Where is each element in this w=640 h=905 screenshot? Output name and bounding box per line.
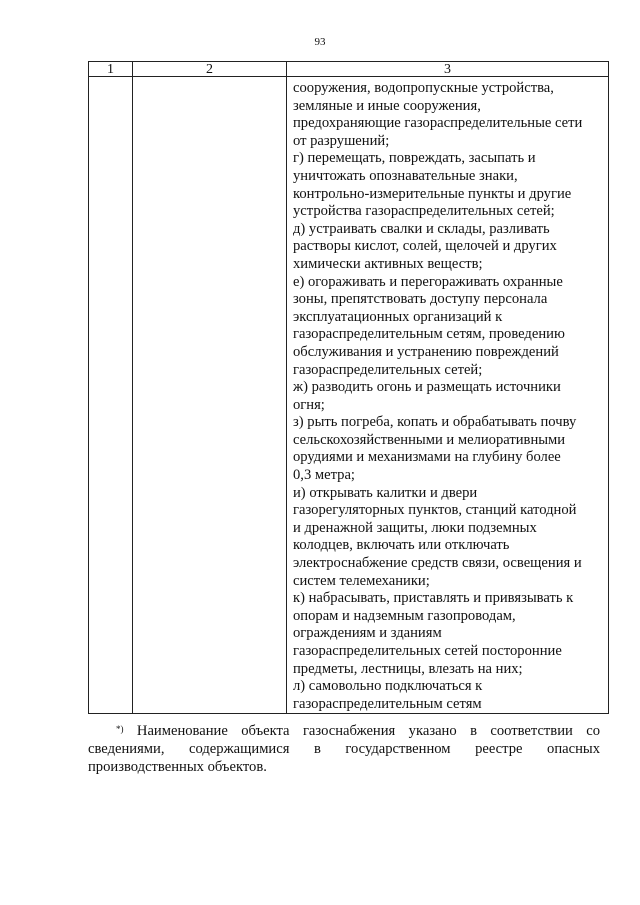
text-line: ограждениям и зданиям (293, 625, 442, 642)
text-line: е) огораживать и перегораживать охранные (293, 273, 563, 290)
text-line: и дренажной защиты, люки подземных (293, 519, 537, 536)
document-table (88, 61, 609, 714)
text-line: контрольно-измерительные пункты и другие (293, 185, 572, 202)
cell-col2 (133, 77, 287, 714)
text-line: предохраняющие газораспределительные сети (293, 115, 583, 132)
column-header-2: 2 (133, 62, 287, 77)
text-line: и) открывать калитки и двери (293, 484, 478, 501)
footnote-line-3: производственных объектов. (88, 759, 267, 775)
footnote (88, 722, 600, 776)
column-header-1: 1 (89, 62, 133, 77)
text-line: химически активных веществ; (293, 255, 483, 272)
text-line: обслуживания и устранению повреждений (293, 343, 559, 360)
column-header-3: 3 (287, 62, 609, 77)
text-line: предметы, лестницы, влезать на них; (293, 660, 523, 677)
text-line: эксплуатационных организаций к (293, 308, 503, 325)
text-line: сельскохозяйственными и мелиоративными (293, 431, 566, 448)
text-line: з) рыть погреба, копать и обрабатывать почву (293, 414, 577, 431)
text-line: от разрушений; (293, 132, 390, 149)
text-line: 0,3 метра; (293, 467, 355, 484)
text-line: г) перемещать, повреждать, засыпать и (293, 150, 536, 167)
text-line: огня; (293, 396, 325, 413)
text-line: газораспределительных сетей; (293, 361, 483, 378)
text-line: колодцев, включать или отключать (293, 537, 510, 554)
cell-col3 (287, 77, 609, 714)
footnote-mark: *) (116, 724, 124, 734)
cell-col1 (89, 77, 133, 714)
text-line: опорам и надземным газопроводам, (293, 607, 516, 624)
text-line: к) набрасывать, приставлять и привязывать к (293, 590, 574, 607)
text-line: орудиями и механизмами на глубину более (293, 449, 561, 466)
text-line: газорегуляторных пунктов, станций катодной (293, 502, 577, 519)
text-line: уничтожать опознавательные знаки, (293, 167, 518, 184)
text-line: л) самовольно подключаться к (293, 678, 483, 695)
footnote-line-2: сведениями, содержащимися в государственном реестре опасных (88, 741, 600, 757)
text-line: зоны, препятствовать доступу персонала (293, 291, 548, 308)
text-line: электроснабжение средств связи, освещения и (293, 555, 582, 572)
text-line: систем телемеханики; (293, 572, 430, 589)
text-line: газораспределительным сетям (293, 695, 482, 712)
text-line: газораспределительным сетям, проведению (293, 326, 565, 343)
text-line: устройства газораспределительных сетей; (293, 203, 555, 220)
text-line: земляные и иные сооружения, (293, 97, 481, 114)
table-row (89, 77, 609, 714)
footnote-line-1 (88, 722, 600, 740)
table-header-row (89, 62, 609, 77)
page-number: 93 (314, 36, 326, 48)
text-line: д) устраивать свалки и склады, разливать (293, 220, 550, 237)
text-line: растворы кислот, солей, щелочей и других (293, 238, 557, 255)
text-line: газораспределительных сетей посторонние (293, 643, 562, 659)
footnote-text-1: Наименование объекта газоснабжения указано в соответствии со (136, 723, 600, 739)
text-line: ж) разводить огонь и размещать источники (293, 379, 561, 396)
text-line: сооружения, водопропускные устройства, (293, 80, 554, 96)
